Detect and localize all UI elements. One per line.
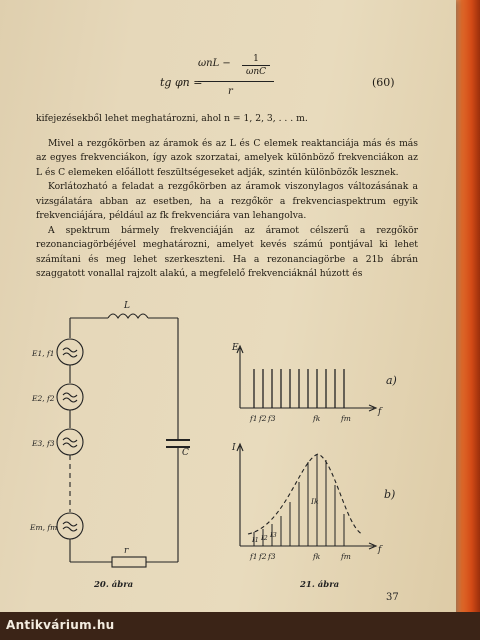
capacitor-label: C [182,448,189,458]
page-number: 37 [386,592,399,603]
bottom-tick-f3: f3 [268,552,276,561]
resistor-label: r [124,546,129,556]
figures [0,290,456,610]
axis-x-f-bottom: f [378,545,382,555]
equation-denominator: r [228,86,233,97]
paragraph-2: Mivel a rezgőkörben az áramok és az L és C elemek reaktanciája más és más az egyes frekvenciákon, így azok szorzatai, amelyek különböző frekvenciákon az L és C elemeken előállott feszültségeseket adják, szintén különbözők lesznek. [36,137,418,178]
equation-60 [0,50,456,120]
top-tick-f1: f1 [250,414,258,423]
paragraph-3: Korlátozható a feladat a rezgőkörben az áramok viszonylagos változásának a vizsgálatára abban az esetben, ha a rezgőkör a frekvenciaspektrum egyik frekvenciájára, például az fk frekvenciára van lehangolva. [36,181,418,221]
axis-x-f-top: f [378,407,382,417]
body-text [36,112,418,282]
peak-label-Ik: Ik [311,497,319,506]
equation-numerator: ωnL − [198,58,231,69]
equation-lhs: tg φn = [160,76,203,89]
resonance-curve [248,454,362,534]
source-label-m: Em, fm [30,523,58,532]
page-edge [452,0,480,640]
axis-y-E: E [232,343,239,353]
top-tick-f3: f3 [268,414,276,423]
bottom-tick-fk: fk [313,552,321,561]
bottom-tick-f2: f2 [259,552,267,561]
inner-denominator: ωnC [245,67,267,77]
inner-numerator: 1 [253,54,259,64]
equation-number: (60) [372,76,395,89]
panel-label-a: a) [386,374,397,387]
axis-y-I: I [232,443,236,453]
top-tick-fm: fm [341,414,351,423]
inductor-label: L [124,301,130,311]
panel-label-b: b) [384,488,396,501]
inductor [108,314,148,318]
resistor [112,557,146,567]
paragraph-4: A spektrum bármely frekvenciáján az áramot célszerű a rezgőkör rezonanciagörbéjével meghatározni, amelyet kevés számú pontjával ki lehet számítani és meg lehet szerkeszteni. Ha a rezonanciagörbe a 21b ábrán szaggatott vonallal rajzolt alakú, a megfelelő frekvenciáknál húzott és [36,224,418,279]
bottom-tick-fm: fm [341,552,351,561]
source-label-2: E2, f2 [32,394,55,403]
base-label-I3: I3 [270,531,277,539]
base-label-I1: I1 [252,536,259,544]
paragraph-1: kifejezésekből lehet meghatározni, ahol n = 1, 2, 3, . . . m. [36,113,308,124]
base-label-I2: I2 [261,534,268,542]
top-tick-f2: f2 [259,414,267,423]
figure-21-caption: 21. ábra [300,580,340,590]
source-label-1: E1, f1 [32,349,55,358]
equation-inner-fraction [242,54,270,77]
top-tick-fk: fk [313,414,321,423]
figure-20-caption: 20. ábra [94,580,134,590]
source-label-3: E3, f3 [32,439,55,448]
bottom-tick-f1: f1 [250,552,258,561]
watermark-logo: Antikvárium.hu [6,618,115,632]
